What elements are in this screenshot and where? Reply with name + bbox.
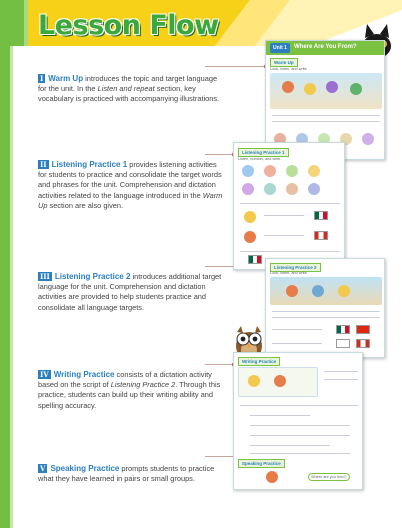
character-icon [282,81,294,93]
character-icon [286,285,298,297]
answer-line [250,415,310,416]
answer-line [250,435,350,436]
character-icon [326,81,338,93]
character-icon [248,375,260,387]
section-lead: Warm Up [48,74,84,83]
page-title: Lesson Flow [38,10,219,41]
instruction-text: Listen, number, and write. [238,157,282,161]
mexico-flag-icon [248,255,262,264]
photo-icon [286,165,298,177]
character-icon [312,285,324,297]
answer-line [264,235,304,236]
photo-icon [264,165,276,177]
section-lead: Listening Practice 2 [54,272,131,281]
photo-icon [308,183,320,195]
section-tag: Warm Up [270,58,298,67]
instruction-text: Look, listen, and write. [270,67,308,71]
left-stripe-accent [10,46,13,528]
page-header [266,41,384,55]
section-text: section, key vocabulary is practiced with accompanying illustrations. [38,84,220,104]
section-text: introduces the topic and target language for the unit. In the [38,74,218,94]
section-text: introduces additional target language for the unit. Comprehension and dictation activities are provided to help students practice and consolidate all language targets. [38,272,222,312]
answer-line [264,215,304,216]
section-italic: Warm Up [38,190,223,210]
mexico-flag-icon [314,211,328,220]
photo-icon [264,183,276,195]
character-icon [244,211,256,223]
canada-flag-icon [356,339,370,348]
leader-line [205,154,235,155]
section-text: section are also given. [47,200,124,210]
speech-bubble: Where are you from? [308,473,350,481]
section-text: consists of a dictation activity based on the script of [38,370,212,390]
section-badge: I [40,74,44,83]
character-icon [244,231,256,243]
answer-line [324,379,358,380]
character-icon [350,83,362,95]
unit-tag: Unit 1 [270,43,290,53]
section-text: prompts students to practice what they have learned in pairs or small groups. [38,464,215,484]
thumbnail-writing-speaking-page [233,352,363,490]
section-tag: Speaking Practice [238,459,285,468]
photo-icon [362,133,374,145]
section-lead: Listening Practice 1 [51,160,128,169]
section-badge: II [40,160,47,169]
character-icon [338,285,350,297]
section-italic: Listening Practice 2 [110,380,176,390]
section-badge: III [40,272,50,281]
leader-line [205,364,235,365]
section-lead: Speaking Practice [50,464,120,473]
divider [240,203,340,204]
answer-line [324,371,358,372]
section-speaking-practice [38,464,224,484]
divider [272,121,380,122]
section-listening-practice-1 [38,160,224,211]
canada-flag-icon [314,231,328,240]
divider [272,115,380,116]
section-text: . Through this practice, students can build up their writing ability and spelling accuracy. [38,380,221,410]
leader-line [205,66,267,67]
character-icon [266,471,278,483]
character-icon [304,83,316,95]
answer-line [250,445,330,446]
japan-flag-icon [336,339,350,348]
divider [240,251,340,252]
photo-icon [242,183,254,195]
divider [272,317,380,318]
section-warm-up [38,74,224,105]
photo-icon [286,183,298,195]
divider [272,311,380,312]
character-icon [274,375,286,387]
section-writing-practice [38,370,224,411]
china-flag-icon [356,325,370,334]
thumbnail-listening-practice-2-page [265,258,385,358]
section-lead: Writing Practice [53,370,115,379]
answer-line [250,453,350,454]
photo-icon [242,165,254,177]
instruction-text: Look, listen, and write. [270,271,308,275]
section-tag: Listening Practice 2 [270,263,321,272]
page-title: Where Are You From? [294,44,357,50]
section-italic: Listen and repeat [97,84,155,94]
section-listening-practice-2 [38,272,224,313]
section-tag: Listening Practice 1 [238,148,289,157]
left-stripe [0,46,10,528]
section-tag: Writing Practice [238,357,280,366]
answer-line [250,425,350,426]
section-badge: IV [40,370,49,379]
answer-line [272,329,322,330]
mexico-flag-icon [336,325,350,334]
thumbnail-listening-practice-1-page [233,142,345,270]
answer-line [272,343,322,344]
section-badge: V [40,464,46,473]
photo-icon [308,165,320,177]
section-text: provides listening activities for students to practice and consolidate the target words and phrases for the unit. Comprehension and dictation activities related to the language introduced in the [38,160,222,200]
divider [240,405,358,406]
